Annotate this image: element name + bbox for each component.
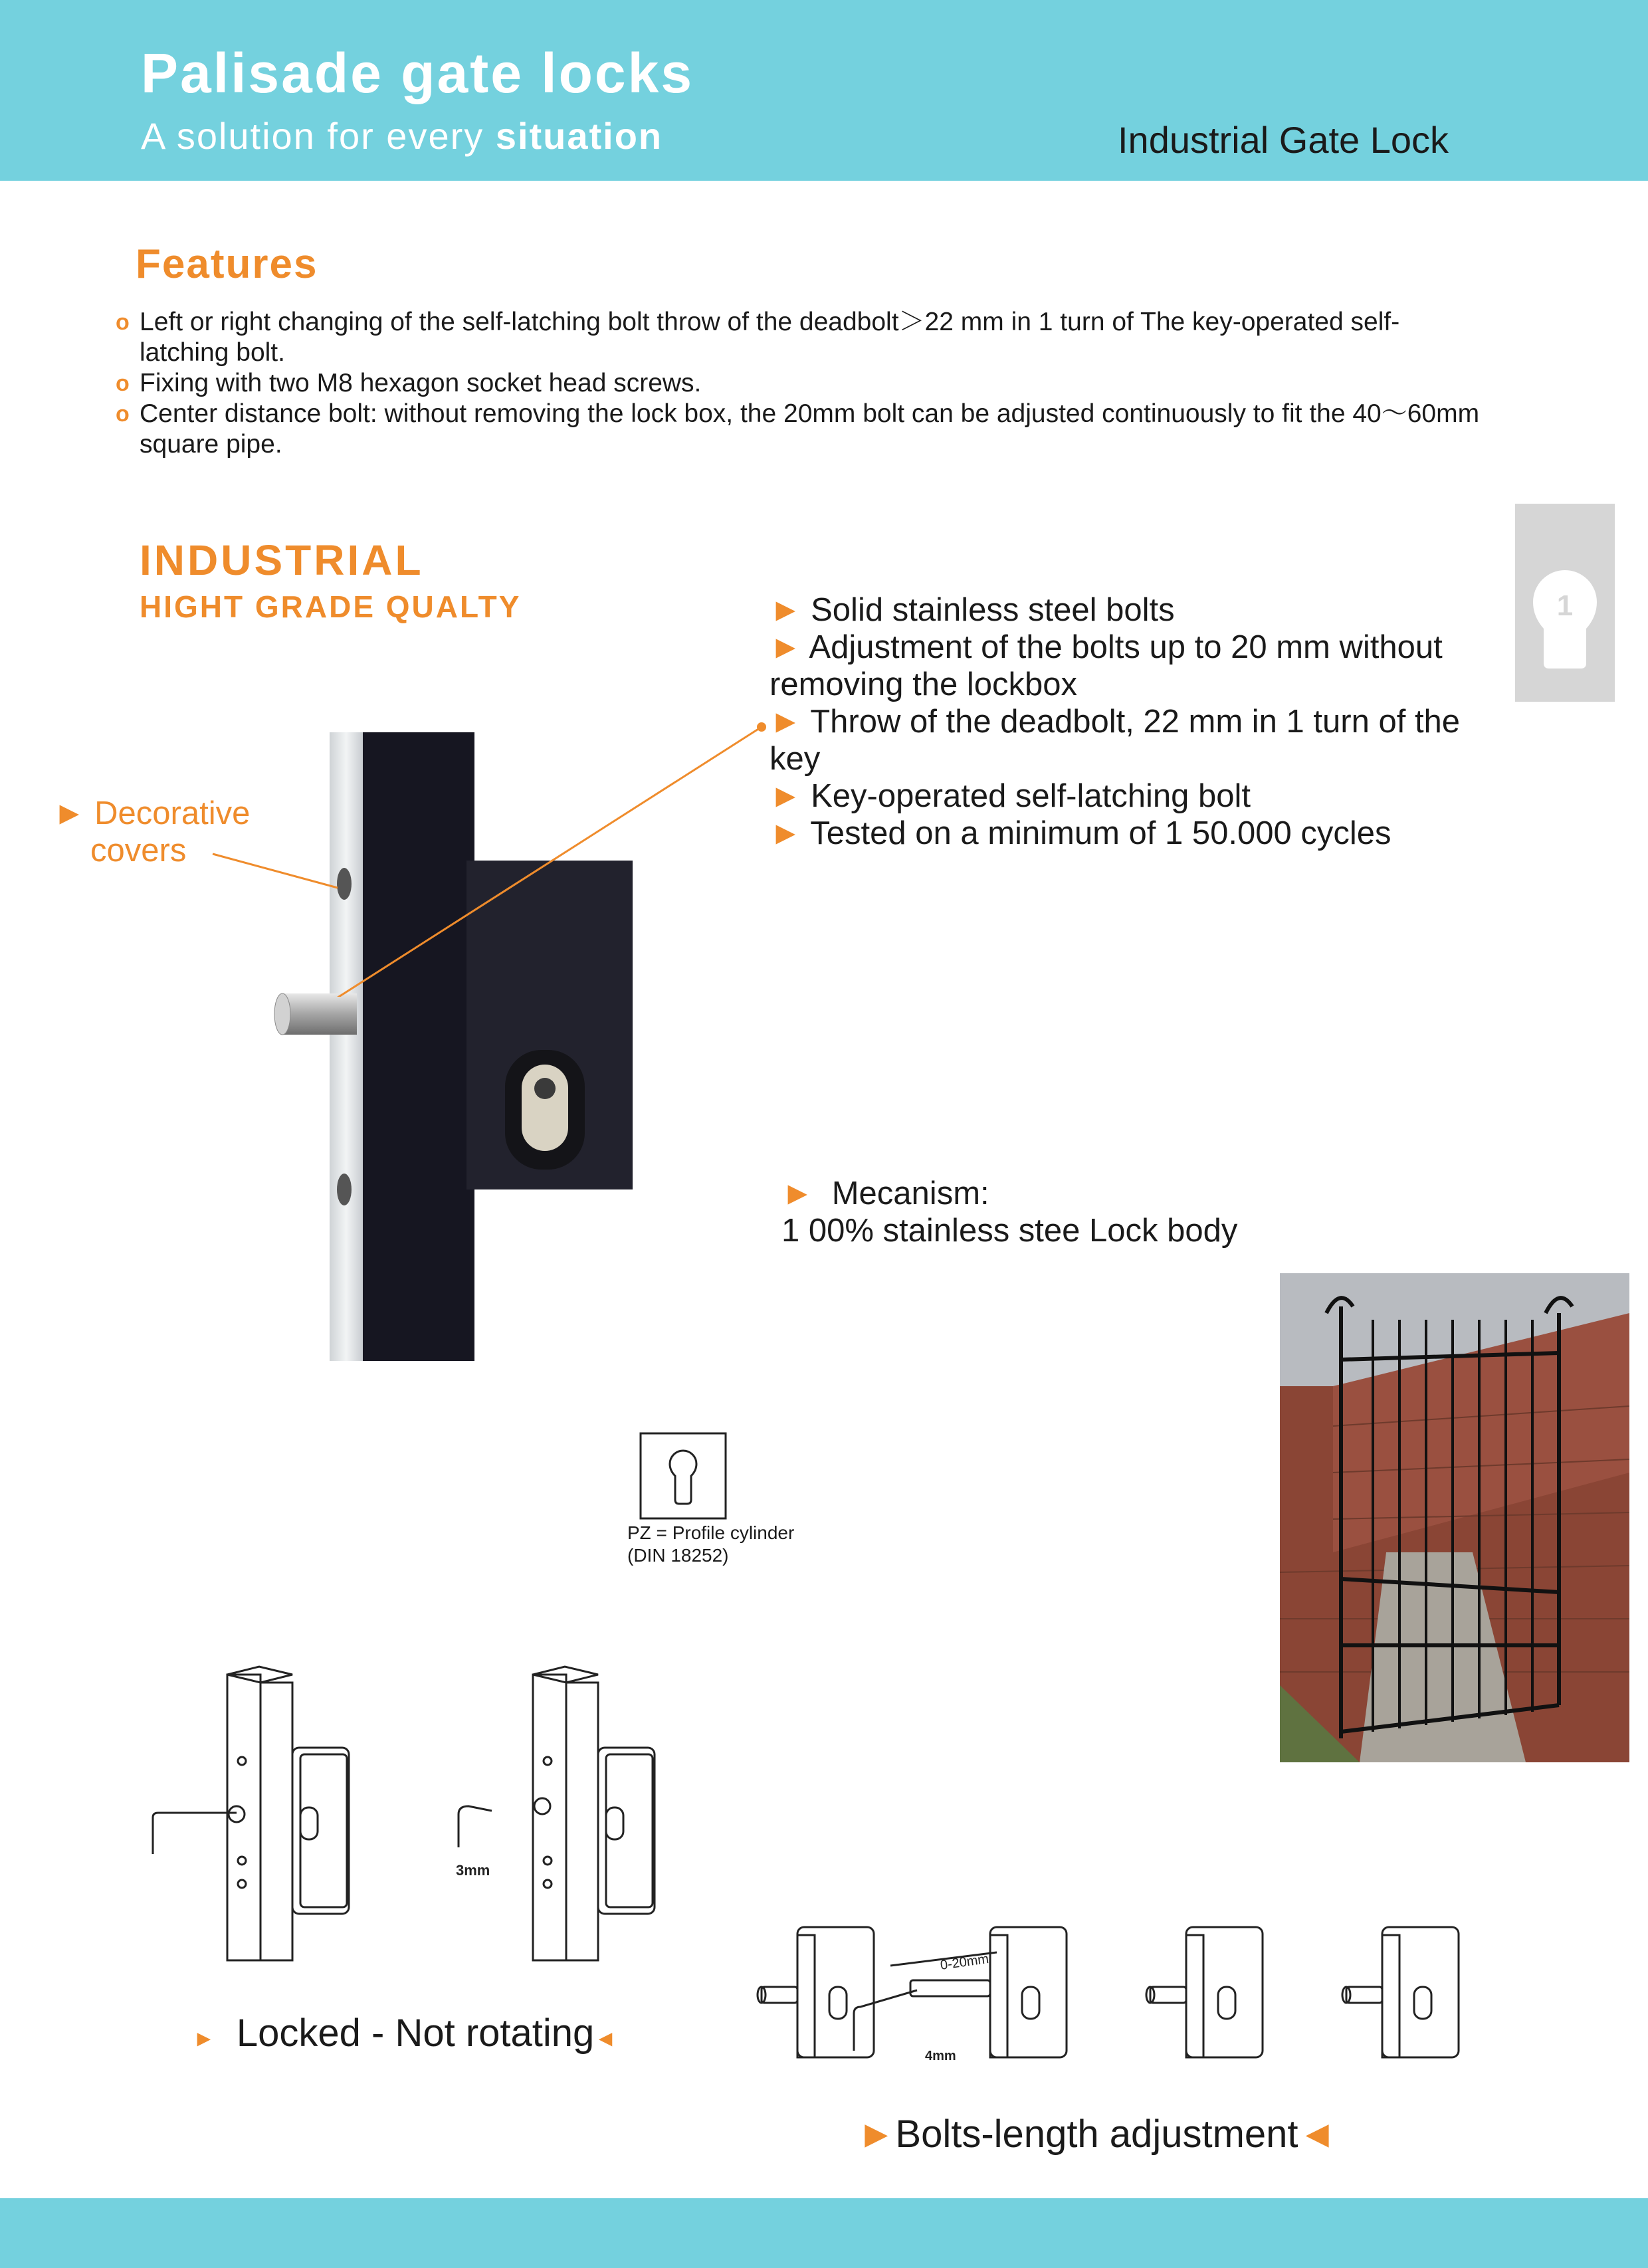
spec-text: Adjustment of the bolts up to 20 mm without removing the lockbox	[770, 629, 1443, 702]
spec-marker: ►	[770, 704, 802, 740]
locked-diagram-a	[153, 1667, 349, 1960]
bolts-text: Bolts-length adjustment	[895, 2113, 1298, 2156]
callout-line-2: covers	[90, 833, 187, 869]
tool-label-3mm: 3mm	[456, 1862, 490, 1879]
features-heading: Features	[136, 241, 318, 287]
industrial-title: INDUSTRIAL	[140, 536, 424, 584]
bolt-diagram-3	[1146, 1927, 1263, 2057]
tool-label-4mm: 4mm	[925, 2049, 956, 2063]
spec-list	[770, 591, 1500, 852]
spec-text: Key-operated self-latching bolt	[811, 778, 1251, 814]
feature-text: Center distance bolt: without removing the lock box, the 20mm bolt can be adjusted continuously to fit the 40～60mm square pipe.	[140, 399, 1480, 459]
mechanism-text: 1 00% stainless stee Lock body	[781, 1213, 1238, 1249]
mechanism-block	[781, 1175, 1237, 1249]
gate-photo	[1280, 1273, 1629, 1762]
grade-subtitle: HIGHT GRADE QUALTY	[140, 589, 522, 624]
footer-band	[0, 2198, 1648, 2268]
mechanism-label: Mecanism:	[831, 1176, 989, 1211]
tab-number: 1	[1556, 589, 1574, 622]
left-marker: ►	[857, 2113, 896, 2156]
spec-marker: ►	[770, 778, 802, 814]
pz-line-1: PZ = Profile cylinder	[627, 1522, 795, 1543]
spec-item	[770, 591, 1500, 629]
feature-bullet: o	[116, 401, 130, 427]
pz-line-2: (DIN 18252)	[627, 1545, 729, 1566]
spec-marker: ►	[770, 815, 802, 851]
page-title: Palisade gate locks	[141, 42, 694, 104]
subtitle-plain: A solution for every	[141, 115, 496, 157]
left-marker: ►	[193, 2026, 215, 2051]
spec-item	[770, 629, 1500, 703]
right-marker: ◄	[594, 2026, 617, 2051]
profile-cylinder-icon	[639, 1432, 727, 1520]
feature-text: Fixing with two M8 hexagon socket head screws.	[140, 369, 702, 397]
locked-diagram	[133, 1655, 665, 1974]
subtitle-bold: situation	[495, 115, 663, 157]
feature-bullet: o	[116, 310, 130, 335]
spec-marker: ►	[770, 592, 802, 628]
spec-item	[770, 703, 1500, 777]
locked-caption	[193, 2011, 617, 2055]
pz-caption	[627, 1522, 794, 1567]
mechanism-marker: ►	[781, 1176, 814, 1211]
bolt-diagram-2	[854, 1927, 1067, 2057]
decorative-covers-callout	[53, 795, 250, 869]
feature-bullet: o	[116, 371, 130, 396]
feature-text: Left or right changing of the self-latching bolt throw of the deadbolt＞22 mm in 1 turn of The key-operated self-latching bolt.	[140, 308, 1400, 367]
bolt-diagram-4	[1342, 1927, 1459, 2057]
tool-label-0-20mm: 0-20mm	[939, 1951, 990, 1973]
spec-text: Tested on a minimum of 1 50.000 cycles	[810, 815, 1391, 851]
callout-marker: ►	[53, 795, 86, 831]
callout-line-1: Decorative	[94, 795, 251, 831]
bolt-diagram-1	[758, 1927, 874, 2057]
right-marker: ◄	[1298, 2113, 1336, 2156]
locked-text: Locked - Not rotating	[236, 2011, 595, 2055]
locked-diagram-b	[459, 1667, 655, 1960]
spec-marker: ►	[770, 629, 802, 665]
spec-item	[770, 777, 1500, 815]
spec-text: Solid stainless steel bolts	[811, 592, 1175, 628]
bolt-adjustment-diagram	[751, 1920, 1508, 2067]
product-name: Industrial Gate Lock	[1118, 119, 1449, 161]
spec-text: Throw of the deadbolt, 22 mm in 1 turn of the key	[770, 704, 1461, 777]
spec-item	[770, 815, 1500, 852]
bolts-caption	[857, 2112, 1336, 2156]
